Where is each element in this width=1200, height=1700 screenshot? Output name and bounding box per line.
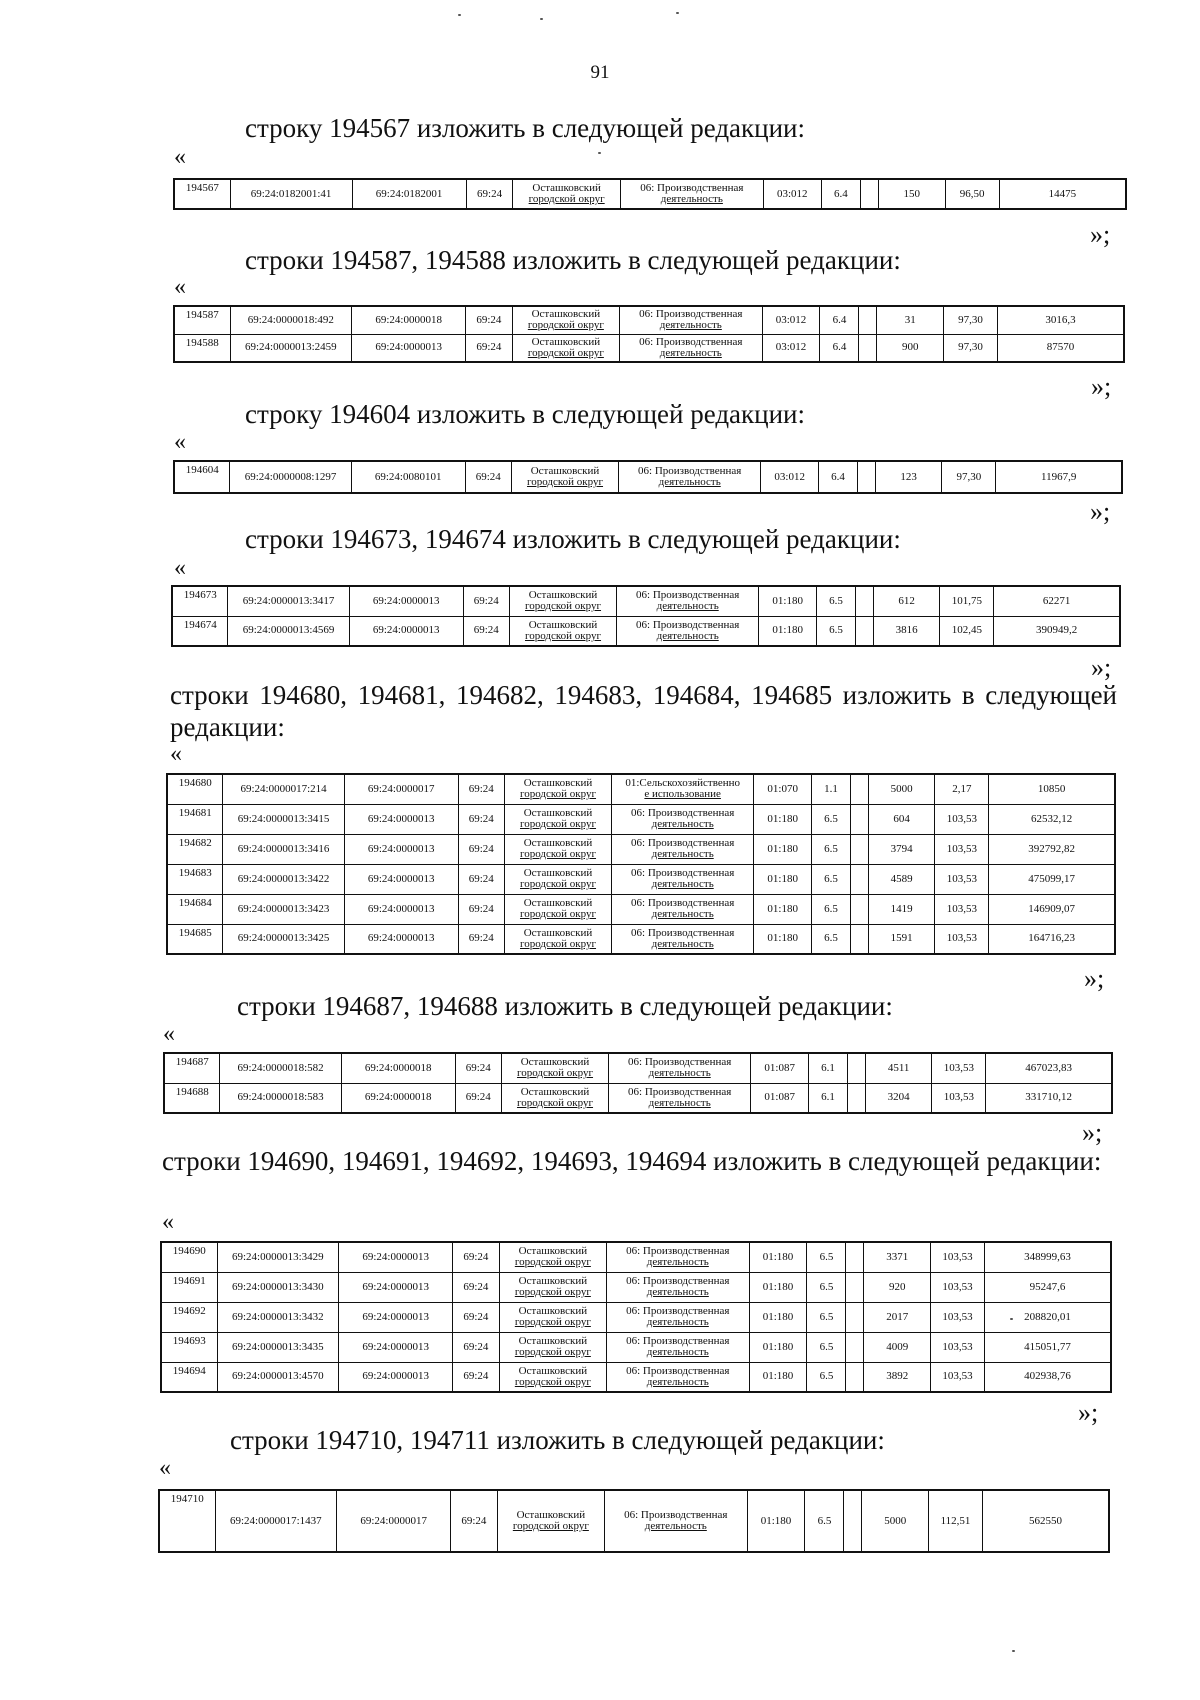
table-row [164, 1083, 1112, 1113]
table-cell: 390949,2 [994, 616, 1120, 646]
table-cell: 194680 [167, 774, 223, 804]
table-cell: 06: Производственная деятельность [619, 461, 761, 493]
table-cell: 6.5 [812, 924, 851, 954]
table-cell: 102,45 [940, 616, 994, 646]
opening-quote: « [174, 274, 186, 300]
table-cell: 69:24:0000017:1437 [215, 1490, 337, 1552]
table-cell: 103,53 [930, 1302, 984, 1332]
table-cell: Осташковский городской округ [499, 1332, 606, 1362]
table-cell: 69:24:0000013 [344, 834, 458, 864]
table-cell: 3371 [864, 1242, 931, 1272]
replacement-table [166, 773, 1116, 955]
table-cell: 6.5 [812, 894, 851, 924]
table-cell: 62271 [994, 586, 1120, 616]
table-cell [860, 179, 878, 209]
closing-quote: »; [1090, 497, 1111, 526]
table-cell: 06: Производственная деятельность [620, 306, 763, 334]
table-cell: 69:24:0000013:3417 [228, 586, 349, 616]
table-cell: 69:24:0000008:1297 [230, 461, 351, 493]
section-heading: строки 194587, 194588 изложить в следующей редакции: [245, 245, 901, 275]
table-cell: 69:24 [458, 774, 504, 804]
table-cell: 01:180 [759, 586, 817, 616]
table-cell: 69:24:0000017 [344, 774, 458, 804]
section-heading: строки 194673, 194674 изложить в следующей редакции: [245, 524, 901, 554]
section-heading: строку 194567 изложить в следующей редакции: [245, 113, 806, 143]
table-cell: 10850 [989, 774, 1115, 804]
closing-quote: »; [1082, 1118, 1103, 1147]
table-cell: 69:24 [465, 461, 511, 493]
table-cell: 6.1 [809, 1083, 848, 1113]
table-cell: 01:180 [749, 1272, 807, 1302]
table-cell: 103,53 [932, 1083, 986, 1113]
table-cell: 467023,83 [986, 1053, 1112, 1083]
table-cell: 01:087 [751, 1083, 809, 1113]
opening-quote: « [163, 1021, 175, 1047]
table-cell: 415051,77 [985, 1332, 1111, 1362]
replacement-table [173, 178, 1127, 210]
table-cell: 69:24:0000017 [337, 1490, 451, 1552]
table-cell: 103,53 [930, 1242, 984, 1272]
table-cell: 69:24:0000013:3435 [217, 1332, 339, 1362]
section-heading: строку 194604 изложить в следующей редакции: [245, 399, 806, 429]
table-row [161, 1242, 1111, 1272]
table-cell: Осташковский городской округ [499, 1272, 606, 1302]
table-row [167, 924, 1115, 954]
table-cell: 103,53 [935, 924, 989, 954]
table-cell: 3892 [864, 1362, 931, 1392]
table-cell: 6.5 [807, 1272, 846, 1302]
table-cell: Осташковский городской округ [501, 1053, 608, 1083]
table-cell: 103,53 [935, 864, 989, 894]
table-cell: 69:24 [453, 1272, 500, 1302]
closing-quote: »; [1090, 220, 1111, 249]
table-cell: Осташковский городской округ [499, 1242, 606, 1272]
table-cell [857, 461, 875, 493]
table-cell: 920 [864, 1272, 931, 1302]
table-cell [846, 1332, 864, 1362]
table-cell [850, 774, 868, 804]
table-cell: 194674 [172, 616, 228, 646]
table-cell: 402938,76 [985, 1362, 1111, 1392]
table-cell [859, 334, 877, 362]
table-cell: 6.5 [812, 864, 851, 894]
opening-quote: « [162, 1209, 174, 1235]
table-cell: 69:24 [458, 864, 504, 894]
table-cell: 2017 [864, 1302, 931, 1332]
table-cell: Осташковский городской округ [504, 774, 611, 804]
table-cell: 69:24:0000013:2459 [230, 334, 352, 362]
table-cell: 3204 [865, 1083, 931, 1113]
table-cell: 01:180 [749, 1302, 807, 1332]
table-cell: Осташковский городской округ [501, 1083, 608, 1113]
table-cell: 103,53 [930, 1362, 984, 1392]
table-cell: 194681 [167, 804, 223, 834]
table-cell [850, 864, 868, 894]
table-cell: 194673 [172, 586, 228, 616]
table-cell: 69:24 [458, 924, 504, 954]
table-cell: 5000 [868, 774, 934, 804]
table-cell: 194687 [164, 1053, 220, 1083]
table-cell: Осташковский городской округ [504, 864, 611, 894]
table-cell: 348999,63 [985, 1242, 1111, 1272]
table-cell: 06: Производственная деятельность [612, 864, 754, 894]
table-row [172, 586, 1120, 616]
table-cell: 69:24:0000013 [339, 1272, 453, 1302]
table-cell: 69:24 [466, 179, 513, 209]
table-cell [844, 1490, 862, 1552]
table-cell: 331710,12 [986, 1083, 1112, 1113]
table-cell: 194682 [167, 834, 223, 864]
table-cell: 194694 [161, 1362, 217, 1392]
page-number: 91 [590, 62, 610, 83]
table-cell: 01:180 [747, 1490, 805, 1552]
table-cell: 103,53 [935, 804, 989, 834]
table-row [167, 804, 1115, 834]
table-cell: 06: Производственная деятельность [607, 1302, 750, 1332]
table-cell: 69:24 [453, 1302, 500, 1332]
section-heading: строки 194690, 194691, 194692, 194693, 194694 изложить в следующей редакции: [162, 1146, 1102, 1176]
table-cell: Осташковский городской округ [504, 804, 611, 834]
table-cell: 69:24:0000013:3429 [217, 1242, 339, 1272]
table-row [174, 334, 1124, 362]
table-cell: 69:24:0000013:4570 [217, 1362, 339, 1392]
table-cell: 06: Производственная деятельность [607, 1332, 750, 1362]
table-row [161, 1332, 1111, 1362]
table-cell: 69:24:0000013:4569 [228, 616, 349, 646]
table-cell: 06: Производственная деятельность [609, 1083, 751, 1113]
table-row [167, 864, 1115, 894]
table-cell: 123 [875, 461, 941, 493]
replacement-table [171, 585, 1121, 647]
table-cell: 101,75 [940, 586, 994, 616]
table-cell: 6.5 [807, 1242, 846, 1272]
table-cell: 69:24:0000013:3430 [217, 1272, 339, 1302]
table-cell: 69:24:0000013 [344, 804, 458, 834]
table-cell: 14475 [999, 179, 1126, 209]
table-cell: Осташковский городской округ [504, 924, 611, 954]
table-cell: 6.5 [812, 804, 851, 834]
replacement-table [158, 1489, 1110, 1553]
table-cell: 06: Производственная деятельность [620, 179, 763, 209]
table-row [172, 616, 1120, 646]
table-cell: Осташковский городской округ [509, 586, 616, 616]
table-row [161, 1302, 1111, 1332]
table-cell: 2,17 [935, 774, 989, 804]
opening-quote: « [174, 144, 186, 170]
table-cell: 208820,01 [985, 1302, 1111, 1332]
table-cell: 69:24 [451, 1490, 498, 1552]
closing-quote: »; [1091, 653, 1112, 682]
table-cell: 69:24 [458, 804, 504, 834]
table-cell: 06: Производственная деятельность [612, 924, 754, 954]
table-cell: 69:24 [466, 306, 513, 334]
table-cell: 69:24:0000013 [339, 1332, 453, 1362]
table-cell: 6.4 [820, 306, 859, 334]
replacement-table [173, 305, 1125, 363]
table-cell: 194688 [164, 1083, 220, 1113]
table-cell: 01:180 [754, 864, 812, 894]
table-cell: 69:24:0000013 [344, 864, 458, 894]
table-cell: Осташковский городской округ [512, 334, 619, 362]
table-cell: 01:180 [754, 834, 812, 864]
table-row [174, 179, 1126, 209]
table-cell: 69:24:0000018 [341, 1083, 455, 1113]
table-cell: 69:24 [463, 586, 509, 616]
table-row [161, 1272, 1111, 1302]
table-cell: 01:070 [754, 774, 812, 804]
table-cell: 194588 [174, 334, 230, 362]
opening-quote: « [170, 741, 182, 767]
table-cell: 392792,82 [989, 834, 1115, 864]
replacement-table [173, 460, 1123, 494]
table-cell: 164716,23 [989, 924, 1115, 954]
table-cell [846, 1242, 864, 1272]
table-cell: 103,53 [935, 834, 989, 864]
table-cell: 06: Производственная деятельность [612, 804, 754, 834]
table-cell: 06: Производственная деятельность [607, 1362, 750, 1392]
table-cell: 103,53 [930, 1272, 984, 1302]
table-cell: 06: Производственная деятельность [607, 1272, 750, 1302]
table-cell: 5000 [862, 1490, 929, 1552]
table-cell: 69:24:0182001:41 [230, 179, 352, 209]
table-cell: 31 [877, 306, 944, 334]
table-cell: 69:24:0000013:3415 [223, 804, 344, 834]
table-cell: 475099,17 [989, 864, 1115, 894]
table-cell: 69:24:0000018:492 [230, 306, 352, 334]
table-cell: 146909,07 [989, 894, 1115, 924]
table-cell: 6.4 [819, 461, 858, 493]
table-cell: 69:24 [453, 1362, 500, 1392]
closing-quote: »; [1084, 964, 1105, 993]
table-cell: 6.5 [807, 1302, 846, 1332]
table-cell: 01:180 [749, 1242, 807, 1272]
table-cell [859, 306, 877, 334]
section-heading: строки 194680, 194681, 194682, 194683, 194684, 194685 изложить в следующей редакции: [170, 680, 1117, 742]
table-cell: 6.5 [805, 1490, 844, 1552]
table-cell: 562550 [983, 1490, 1109, 1552]
table-cell: Осташковский городской округ [511, 461, 618, 493]
table-row [167, 834, 1115, 864]
table-cell: 06: Производственная деятельность [617, 616, 759, 646]
opening-quote: « [174, 555, 186, 581]
table-cell: Осташковский городской округ [512, 306, 619, 334]
table-cell: 6.5 [807, 1332, 846, 1362]
table-cell: 4511 [865, 1053, 931, 1083]
table-cell: 194587 [174, 306, 230, 334]
table-cell: 06: Производственная деятельность [609, 1053, 751, 1083]
table-cell: Осташковский городской округ [497, 1490, 604, 1552]
table-cell: 69:24 [455, 1053, 501, 1083]
table-cell: 194692 [161, 1302, 217, 1332]
table-cell: 01:180 [759, 616, 817, 646]
table-cell: 69:24 [463, 616, 509, 646]
table-cell [846, 1272, 864, 1302]
table-cell: 6.4 [820, 334, 859, 362]
table-cell: 194691 [161, 1272, 217, 1302]
table-cell: 3816 [873, 616, 939, 646]
table-cell [855, 616, 873, 646]
table-cell: 69:24 [458, 834, 504, 864]
table-cell [855, 586, 873, 616]
table-cell: Осташковский городской округ [509, 616, 616, 646]
table-cell: 69:24:0000018 [352, 306, 466, 334]
table-cell: 1419 [868, 894, 934, 924]
table-cell: Осташковский городской округ [499, 1362, 606, 1392]
table-cell: 4009 [864, 1332, 931, 1362]
table-cell: 103,53 [935, 894, 989, 924]
table-cell: 69:24:0000013:3422 [223, 864, 344, 894]
table-cell: 01:180 [749, 1332, 807, 1362]
table-cell: 69:24:0000013 [339, 1242, 453, 1272]
table-cell [850, 834, 868, 864]
table-cell: 95247,6 [985, 1272, 1111, 1302]
section-heading: строки 194687, 194688 изложить в следующей редакции: [237, 991, 893, 1021]
table-cell: 194690 [161, 1242, 217, 1272]
opening-quote: « [159, 1455, 171, 1481]
table-row [159, 1490, 1109, 1552]
table-cell: 6.5 [812, 834, 851, 864]
table-cell: 69:24:0000018:582 [220, 1053, 341, 1083]
table-cell: 01:Сельскохозяйственно е использование [612, 774, 754, 804]
table-cell: 69:24:0000017:214 [223, 774, 344, 804]
table-cell: 97,30 [943, 334, 997, 362]
table-cell: 69:24:0000013:3425 [223, 924, 344, 954]
table-cell: 69:24 [453, 1242, 500, 1272]
table-cell: 69:24:0080101 [351, 461, 465, 493]
table-cell: 97,30 [943, 306, 997, 334]
table-cell: Осташковский городской округ [504, 894, 611, 924]
table-row [161, 1362, 1111, 1392]
table-cell: 69:24:0000013:3432 [217, 1302, 339, 1332]
table-cell: 103,53 [932, 1053, 986, 1083]
table-cell: 6.5 [817, 616, 856, 646]
table-cell: 900 [877, 334, 944, 362]
table-row [174, 306, 1124, 334]
table-cell: 62532,12 [989, 804, 1115, 834]
table-cell [847, 1083, 865, 1113]
table-cell: 97,30 [942, 461, 996, 493]
table-cell [850, 804, 868, 834]
table-cell: 194685 [167, 924, 223, 954]
section-heading: строки 194710, 194711 изложить в следующей редакции: [230, 1425, 885, 1455]
table-cell: 194710 [159, 1490, 215, 1552]
table-cell: 194567 [174, 179, 230, 209]
table-row [174, 461, 1122, 493]
table-cell: 103,53 [930, 1332, 984, 1362]
table-cell [850, 894, 868, 924]
table-cell: 01:180 [754, 894, 812, 924]
table-cell: 69:24 [453, 1332, 500, 1362]
table-cell: 69:24:0000013:3416 [223, 834, 344, 864]
table-cell: 96,50 [945, 179, 999, 209]
table-cell: 69:24 [466, 334, 513, 362]
table-cell: 69:24:0000013 [344, 894, 458, 924]
table-cell: 03:012 [762, 306, 820, 334]
table-cell: Осташковский городской округ [504, 834, 611, 864]
table-row [164, 1053, 1112, 1083]
table-cell: 69:24:0000013 [344, 924, 458, 954]
replacement-table [163, 1052, 1113, 1114]
table-cell: 06: Производственная деятельность [617, 586, 759, 616]
table-cell: Осташковский городской округ [513, 179, 621, 209]
table-cell [846, 1302, 864, 1332]
table-row [167, 774, 1115, 804]
table-cell: 06: Производственная деятельность [620, 334, 763, 362]
table-cell: 87570 [998, 334, 1124, 362]
table-cell: 1591 [868, 924, 934, 954]
table-row [167, 894, 1115, 924]
table-cell: 3016,3 [998, 306, 1124, 334]
table-cell: 01:180 [754, 804, 812, 834]
table-cell: 01:180 [754, 924, 812, 954]
table-cell: 4589 [868, 864, 934, 894]
table-cell: 06: Производственная деятельность [605, 1490, 748, 1552]
table-cell: 06: Производственная деятельность [607, 1242, 750, 1272]
table-cell: 6.1 [809, 1053, 848, 1083]
table-cell: 69:24:0000013 [352, 334, 466, 362]
table-cell: 604 [868, 804, 934, 834]
closing-quote: »; [1091, 372, 1112, 401]
table-cell: 03:012 [761, 461, 819, 493]
table-cell: 06: Производственная деятельность [612, 894, 754, 924]
table-cell: 03:012 [762, 334, 820, 362]
table-cell [850, 924, 868, 954]
table-cell: 194604 [174, 461, 230, 493]
table-cell: 6.5 [817, 586, 856, 616]
table-cell [847, 1053, 865, 1083]
opening-quote: « [174, 429, 186, 455]
table-cell: 69:24:0182001 [352, 179, 466, 209]
table-cell: 69:24:0000013 [339, 1302, 453, 1332]
table-cell: 612 [873, 586, 939, 616]
table-cell: 3794 [868, 834, 934, 864]
table-cell: 112,51 [928, 1490, 982, 1552]
table-cell: 194693 [161, 1332, 217, 1362]
table-cell: 69:24:0000013:3423 [223, 894, 344, 924]
table-cell: 69:24 [455, 1083, 501, 1113]
table-cell: Осташковский городской округ [499, 1302, 606, 1332]
closing-quote: »; [1078, 1398, 1099, 1427]
table-cell: 01:087 [751, 1053, 809, 1083]
table-cell: 69:24 [458, 894, 504, 924]
table-cell: 1.1 [812, 774, 851, 804]
table-cell: 194684 [167, 894, 223, 924]
table-cell: 194683 [167, 864, 223, 894]
table-cell [846, 1362, 864, 1392]
table-cell: 03:012 [763, 179, 821, 209]
table-cell: 69:24:0000018 [341, 1053, 455, 1083]
table-cell: 69:24:0000013 [349, 616, 463, 646]
table-cell: 01:180 [749, 1362, 807, 1392]
table-cell: 69:24:0000013 [349, 586, 463, 616]
table-cell: 11967,9 [996, 461, 1122, 493]
table-cell: 6.4 [821, 179, 860, 209]
table-cell: 69:24:0000018:583 [220, 1083, 341, 1113]
table-cell: 69:24:0000013 [339, 1362, 453, 1392]
replacement-table [160, 1241, 1112, 1393]
table-cell: 6.5 [807, 1362, 846, 1392]
table-cell: 06: Производственная деятельность [612, 834, 754, 864]
table-cell: 150 [878, 179, 945, 209]
